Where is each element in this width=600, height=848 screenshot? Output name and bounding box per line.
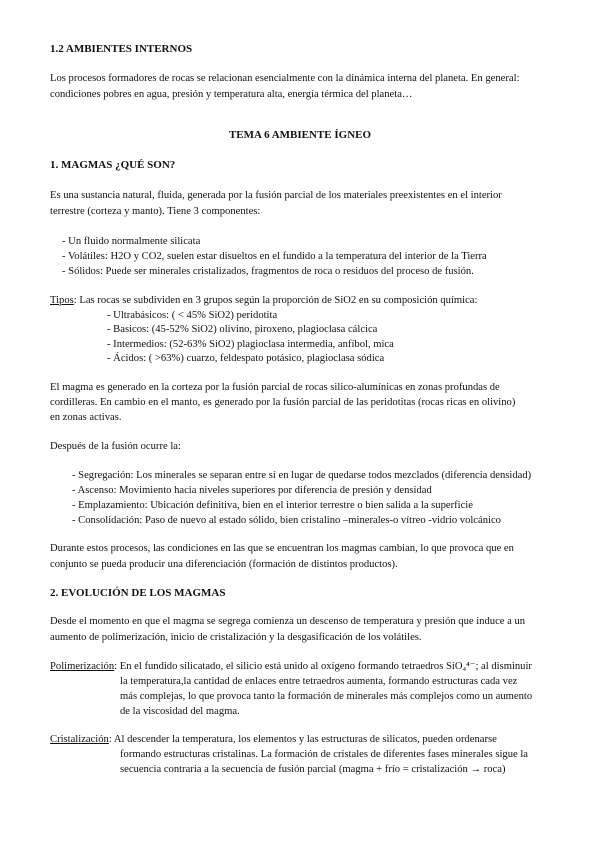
- tipo-item: - Ácidos: ( >63%) cuarzo, feldespato potásico, plagioclasa sódica: [107, 353, 385, 364]
- component-item: - Volátiles: H2O y CO2, suelen estar disueltos en el fundido a la temperatura del interior de la Tierra: [62, 251, 487, 262]
- cristalizacion-line-2: formando estructuras cristalinas. La formación de cristales de diferentes fases minerales sigue la: [120, 749, 528, 760]
- polimerizacion-line-3: más complejas, lo que provoca tanto la formación de minerales más complejos como un aumento: [120, 691, 533, 702]
- polimerizacion-label: Polimerización: [50, 661, 115, 672]
- evolution-intro-line-2: aumento de polimerización, inicio de cristalización y la desgasificación de los volátiles.: [50, 632, 422, 643]
- tipo-item: - Ultrabásicos: ( < 45% SiO2) peridotita: [107, 310, 278, 321]
- definition-line-2: terrestre (corteza y manto). Tiene 3 componentes:: [50, 206, 261, 217]
- tipos-text: : Las rocas se subdividen en 3 grupos según la proporción de SiO2 en su composición química:: [73, 295, 478, 306]
- tema-title: TEMA 6 AMBIENTE ÍGNEO: [228, 129, 372, 141]
- definition-line-1: Es una sustancia natural, fluida, generada por la fusión parcial de los materiales preexistentes en el interior: [50, 190, 502, 201]
- origin-line-1: El magma es generado en la corteza por la fusión parcial de rocas silico-alumínicas en zonas profundas de: [50, 382, 500, 393]
- cristalizacion-text: : Al descender la temperatura, los elementos y las estructuras de silicatos, pueden ordenarse: [108, 734, 497, 745]
- polimerizacion-line-2: la temperatura,la cantidad de enlaces entre tetraedros aumenta, formando estructuras cada vez: [120, 676, 518, 687]
- polimerizacion-text: : En el fundido silicatado, el silicio está unido al oxígeno formando tetraedros SiO₄⁴⁻; al disminuir: [114, 661, 532, 672]
- component-item: - Un fluido normalmente silicata: [62, 236, 201, 247]
- stage-item: - Emplazamiento: Ubicación definitiva, bien en el interior terrestre o bien salida a la superficie: [72, 500, 473, 511]
- cristalizacion-label: Cristalización: [50, 734, 109, 745]
- tipo-item: - Basicos: (45-52% SiO2) olivino, piroxeno, plagioclasa cálcica: [107, 324, 378, 335]
- stage-item: - Ascenso: Movimiento hacia niveles superiores por diferencia de presión y densidad: [72, 485, 432, 496]
- stage-item: - Segregación: Los minerales se separan entre sí en lugar de quedarse todos mezclados (diferencia densidad): [72, 470, 532, 481]
- polimerizacion-line-4: de la viscosidad del magma.: [120, 706, 240, 717]
- intro-line-2: condiciones pobres en agua, presión y temperatura alta, energía térmica del planeta…: [50, 89, 413, 100]
- tipos-label: Tipos: [50, 295, 74, 306]
- during-line-1: Durante estos procesos, las condiciones en las que se encuentran los magmas cambian, lo que provoca que en: [50, 543, 514, 554]
- cristalizacion-line-3: secuencia contraria a la secuencia de fusión parcial (magma + frío = cristalización → roca): [120, 764, 506, 775]
- after-fusion-text: Después de la fusión ocurre la:: [50, 441, 181, 452]
- intro-line-1: Los procesos formadores de rocas se relacionan esencialmente con la dinámica interna del planeta. En general:: [50, 73, 520, 84]
- section-heading-1: 1. MAGMAS ¿QUÉ SON?: [50, 159, 176, 171]
- stage-item: - Consolidación: Paso de nuevo al estado sólido, bien cristalino –minerales-o vítreo -vidrio volcánico: [72, 515, 501, 526]
- section-heading-2: 2. EVOLUCIÓN DE LOS MAGMAS: [50, 587, 226, 599]
- tipo-item: - Intermedios: (52-63% SiO2) plagioclasa intermedia, anfíbol, mica: [107, 339, 394, 350]
- evolution-intro-line-1: Desde el momento en que el magma se segrega comienza un descenso de temperatura y presión que induce a un: [50, 616, 526, 627]
- section-heading-1-2: 1.2 AMBIENTES INTERNOS: [50, 43, 193, 55]
- during-line-2: conjunto se pueda producir una diferenciación (formación de distintos productos).: [50, 559, 398, 570]
- origin-line-3: en zonas activas.: [50, 412, 122, 423]
- origin-line-2: cordilleras. En cambio en el manto, es generado por la fusión parcial de las peridotitas (rocas ricas en olivino): [50, 397, 516, 408]
- component-item: - Sólidos: Puede ser minerales cristalizados, fragmentos de roca o residuos del proceso de fusión.: [62, 266, 474, 277]
